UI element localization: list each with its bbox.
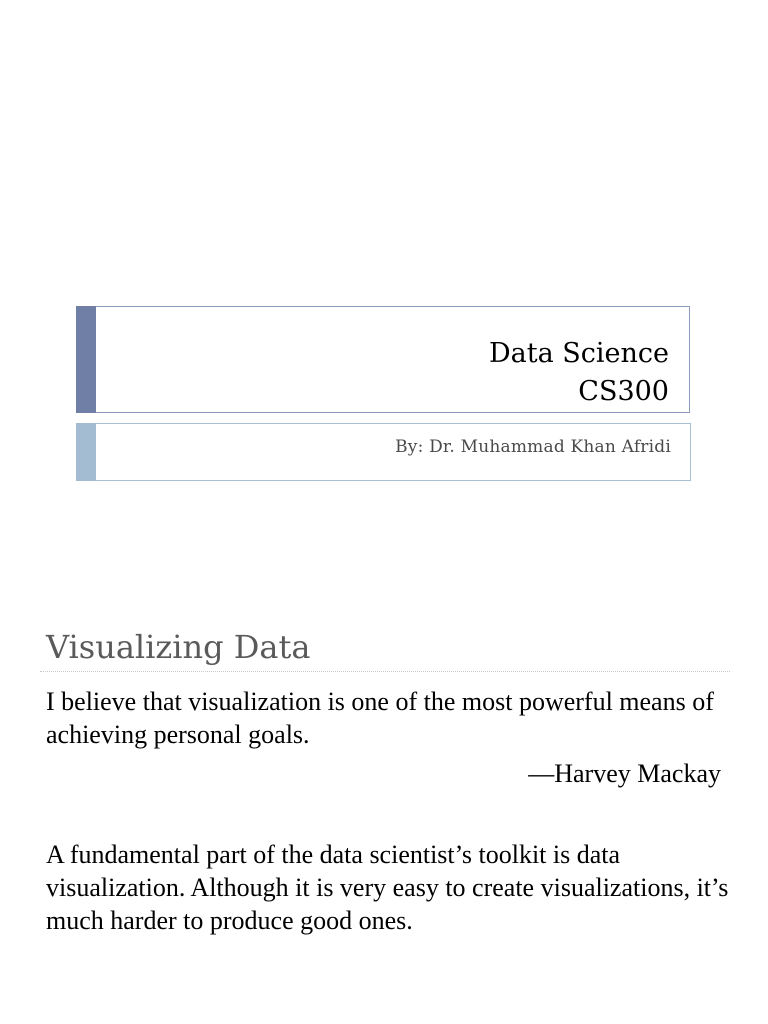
body-paragraph: A fundamental part of the data scientist’s toolkit is data visualization. Although it is very easy to create visualizations, it’s much harder to produce good ones. bbox=[46, 840, 729, 935]
title-line-2: CS300 bbox=[578, 376, 669, 407]
subtitle-accent-bar bbox=[76, 423, 96, 481]
subtitle-box bbox=[76, 423, 691, 481]
slide-title bbox=[489, 335, 669, 411]
quote-author: —Harvey Mackay bbox=[528, 759, 721, 788]
title-accent-bar bbox=[76, 306, 96, 413]
slide-subtitle: By: Dr. Muhammad Khan Afridi bbox=[395, 437, 671, 457]
title-line-1: Data Science bbox=[489, 338, 669, 369]
title-box bbox=[76, 306, 690, 413]
section-heading: Visualizing Data bbox=[46, 628, 311, 666]
quote-text: I believe that visualization is one of the most powerful means of achieving personal goals. bbox=[46, 687, 714, 749]
heading-divider bbox=[40, 671, 730, 672]
